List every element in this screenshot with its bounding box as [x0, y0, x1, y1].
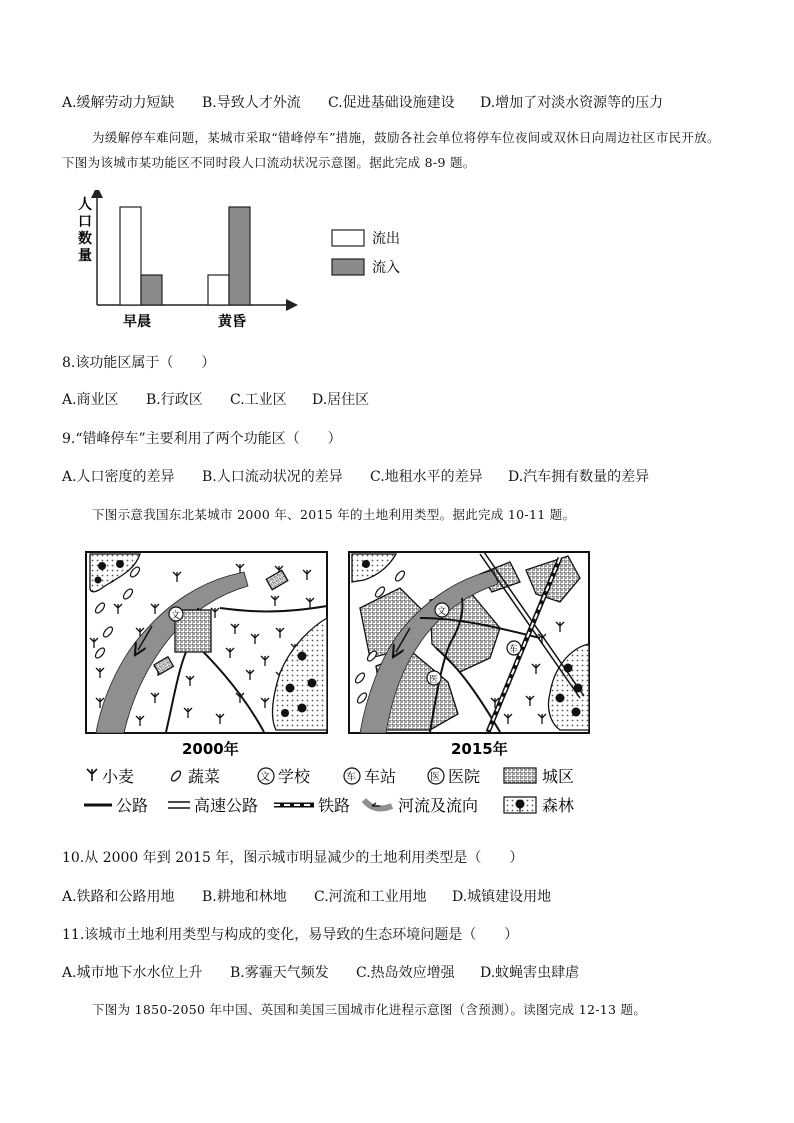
- river-icon: [364, 800, 392, 808]
- map-legend: [84, 767, 574, 815]
- station-icon-2015: 车: [509, 645, 519, 655]
- land-use-maps: [80, 548, 600, 823]
- legend-vegetable: 蔬菜: [188, 767, 221, 786]
- map-2000: [86, 552, 327, 758]
- wheat-icon: [87, 769, 97, 781]
- q9-option-c[interactable]: C.地租水平的差异: [370, 469, 483, 485]
- q7-option-d[interactable]: D.增加了对淡水资源等的压力: [480, 95, 664, 111]
- intro-12-13: 下图为 1850-2050 年中国、英国和美国三国城市化进程示意图（含预测）。读图完成 12-13 题。: [92, 1002, 647, 1017]
- urban-icon: [504, 768, 536, 783]
- q8-option-d[interactable]: D.居住区: [312, 392, 370, 408]
- legend-label-outflow: 流出: [372, 231, 400, 247]
- map-2015: [349, 552, 589, 758]
- vegetable-icon: [170, 769, 182, 782]
- q8-stem: 8.该功能区属于（ ）: [62, 355, 216, 371]
- legend-wheat: 小麦: [102, 767, 135, 786]
- hospital-icon-2015: 医: [429, 675, 439, 685]
- intro-8-9: 为缓解停车难问题，某城市采取“错峰停车”措施，鼓励各社会单位将停车位夜间或双休日向周边社区市民开放。下图为该城市某功能区不同时段人口流动状况示意图。据此完成 8-9 题。: [62, 130, 720, 170]
- population-flow-chart: [70, 190, 430, 335]
- school-icon-2000: 文: [171, 611, 181, 621]
- legend-urban: 城区: [542, 767, 575, 786]
- bar-evening-inflow: [229, 207, 250, 305]
- legend-railway: 铁路: [318, 796, 351, 815]
- legend-school: 学校: [278, 767, 311, 786]
- q10-option-b[interactable]: B.耕地和林地: [202, 889, 287, 905]
- q7-option-c[interactable]: C.促进基础设施建设: [328, 95, 455, 111]
- legend-swatch-inflow: [332, 259, 364, 275]
- q10-stem: 10.从 2000 年到 2015 年，图示城市明显减少的土地利用类型是（ ）: [62, 850, 524, 866]
- q11-option-d[interactable]: D.蚊蝇害虫肆虐: [480, 965, 580, 981]
- hospital-icon-glyph: 医: [430, 772, 440, 783]
- q8-option-a[interactable]: A.商业区: [62, 392, 119, 408]
- legend-river: 河流及流向: [398, 796, 479, 815]
- legend-label-inflow: 流入: [372, 260, 400, 276]
- q11-option-a[interactable]: A.城市地下水水位上升: [62, 965, 203, 981]
- q10-option-d[interactable]: D.城镇建设用地: [452, 889, 552, 905]
- station-icon-glyph: 车: [346, 772, 356, 783]
- y-axis-label-2: 口: [78, 214, 92, 230]
- q9-option-b[interactable]: B.人口流动状况的差异: [202, 469, 343, 485]
- q10-option-c[interactable]: C.河流和工业用地: [314, 889, 427, 905]
- school-icon-2015: 文: [437, 607, 447, 617]
- q11-option-b[interactable]: B.雾霾天气频发: [230, 965, 329, 981]
- x-tick-evening: 黄昏: [218, 314, 246, 330]
- bar-evening-outflow: [208, 275, 229, 305]
- school-icon-glyph: 文: [260, 772, 270, 783]
- legend-forest: 森林: [542, 796, 575, 815]
- legend-hospital: 医院: [448, 767, 481, 786]
- y-axis-label-1: 人: [78, 197, 92, 213]
- legend-road: 公路: [116, 796, 149, 815]
- q11-option-c[interactable]: C.热岛效应增强: [356, 965, 455, 981]
- q7-option-a[interactable]: A.缓解劳动力短缺: [62, 95, 175, 111]
- intro-10-11: 下图示意我国东北某城市 2000 年、2015 年的土地利用类型。据此完成 10-11 题。: [92, 507, 576, 522]
- q9-option-a[interactable]: A.人口密度的差异: [62, 469, 175, 485]
- q9-option-d[interactable]: D.汽车拥有数量的差异: [508, 469, 650, 485]
- q11-stem: 11.该城市土地利用类型与构成的变化，易导致的生态环境问题是（ ）: [62, 927, 519, 943]
- legend-highway: 高速公路: [194, 796, 259, 815]
- q8-option-c[interactable]: C.工业区: [230, 392, 287, 408]
- map-label-2015: 2015年: [451, 740, 508, 758]
- q8-option-b[interactable]: B.行政区: [146, 392, 203, 408]
- legend-station: 车站: [364, 767, 397, 786]
- legend-swatch-outflow: [332, 230, 364, 246]
- q7-option-b[interactable]: B.导致人才外流: [202, 95, 301, 111]
- x-tick-morning: 早晨: [123, 314, 151, 330]
- bar-morning-outflow: [120, 207, 141, 305]
- bar-morning-inflow: [141, 275, 162, 305]
- y-axis-label-3: 数: [78, 231, 92, 247]
- q10-option-a[interactable]: A.铁路和公路用地: [62, 889, 175, 905]
- y-axis-label-4: 量: [78, 248, 92, 264]
- map-label-2000: 2000年: [182, 740, 239, 758]
- q9-stem: 9.“错峰停车”主要利用了两个功能区（ ）: [62, 431, 342, 447]
